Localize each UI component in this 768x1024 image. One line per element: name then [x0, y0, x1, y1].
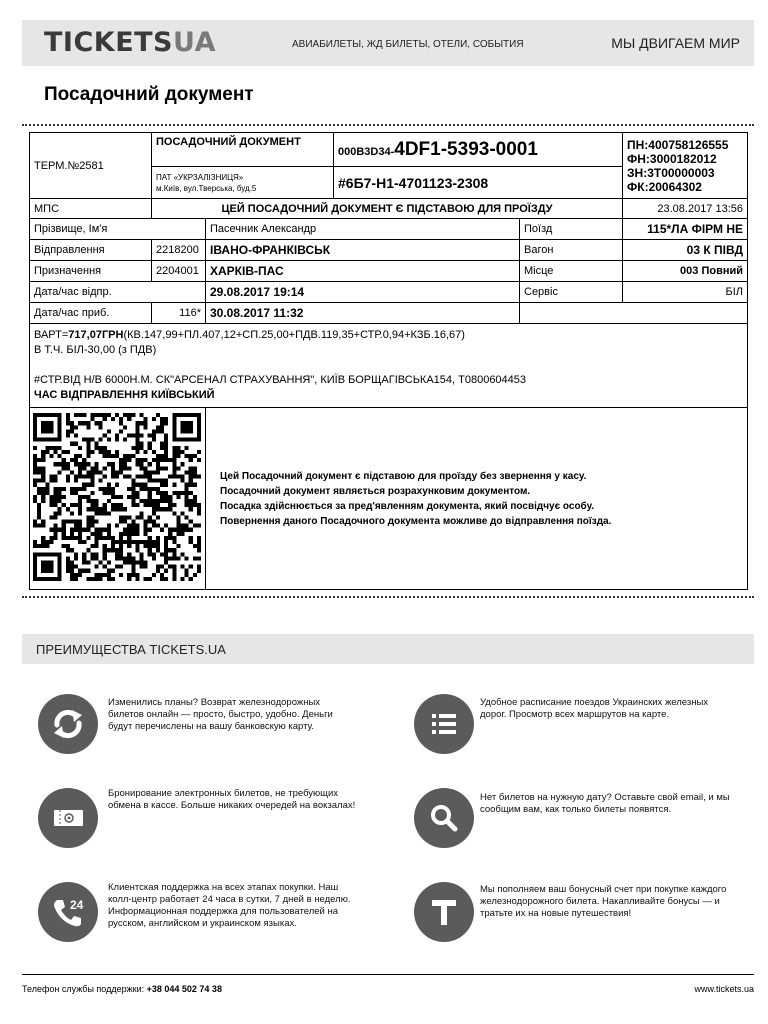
fare-total: 717,07ГРН	[68, 329, 124, 341]
support-label: Телефон службы поддержки:	[22, 984, 147, 994]
arrival-time: 30.08.2017 11:32	[206, 303, 520, 324]
destination-station: ХАРКІВ-ПАС	[206, 261, 520, 282]
feature-text: Бронирование электронных билетов, не требующих обмена в кассе. Больше никаких очередей на вокзалах!	[108, 788, 356, 811]
site-link[interactable]: www.tickets.ua	[694, 984, 754, 994]
insurance-info: #СТР.ВІД Н/В 6000Н.М. СК"АРСЕНАЛ СТРАХУВАННЯ", КИЇВ БОРЩАГІВСЬКА154, Т0800604453	[34, 374, 527, 386]
logo-suffix: UA	[173, 27, 217, 58]
fare-prefix: ВАРТ=	[34, 329, 69, 341]
arrival-time-label: Дата/час приб.	[30, 303, 152, 324]
doc-type: ПОСАДОЧНИЙ ДОКУМЕНТ	[152, 133, 334, 167]
feature-text: Мы пополняем ваш бонусный счет при покупке каждого железнодорожного билета. Накапливайте бонусы — и тратьте их на новые путешествия!	[480, 884, 727, 919]
phone-24-icon	[38, 882, 98, 942]
notice-line: Посадка здійснюється за пред'явленням документа, який посвідчує особу.	[220, 500, 595, 512]
car-value: 03 К ПІВД	[623, 240, 748, 261]
code-main: 4DF1-5393-0001	[394, 138, 538, 160]
mps-label: МПС	[30, 199, 152, 219]
logo-main: TICKETS	[44, 27, 174, 58]
feature-text: Удобное расписание поездов Украинских железных дорог. Просмотр всех маршрутов на карте.	[480, 697, 709, 720]
cut-line-top	[22, 124, 754, 126]
boarding-document-table	[29, 132, 748, 590]
fare-line	[34, 328, 743, 343]
notice-line: Посадочний документ являється розрахунковим документом.	[220, 485, 531, 497]
feature-text: Клиентская поддержка на всех этапах покупки. Наш колл-центр работает 24 часа в сутки, 7 дней в неделю. Информационная поддержка для пользователей на русском, английском и украинском языках.	[108, 882, 351, 929]
destination-code: 2204001	[152, 261, 206, 282]
header-slogan: МЫ ДВИГАЕМ МИР	[611, 35, 740, 51]
seat-label: Місце	[520, 261, 623, 282]
company-name: ПАТ «УКРЗАЛІЗНИЦЯ»	[156, 172, 244, 182]
fare-breakdown: (КВ.147,99+ПЛ.407,12+СП.25,00+ПДВ.119,35+СТР.0,94+КЗБ.16,67)	[123, 329, 465, 341]
fiscal-numbers	[623, 133, 748, 199]
site-header	[22, 20, 754, 66]
zn-number: ЗН:3Т00000003	[627, 165, 715, 180]
header-tagline: АВИАБИЛЕТЫ, ЖД БИЛЕТЫ, ОТЕЛИ, СОБЫТИЯ	[292, 39, 524, 50]
notice-line: Повернення даного Посадочного документа можливе до відправлення поїзда.	[220, 515, 612, 527]
advantages-header	[22, 634, 754, 664]
tickets-ua-logo[interactable]	[44, 26, 216, 60]
qr-code	[33, 411, 201, 583]
fk-number: ФК:20064302	[627, 179, 702, 194]
passenger-name: Пасечник Александр	[206, 219, 520, 240]
seat-value: 003 Повний	[623, 261, 748, 282]
document-code	[334, 133, 623, 167]
issuer	[152, 167, 334, 199]
search-icon	[414, 788, 474, 848]
train-label: Поїзд	[520, 219, 623, 240]
svg-text:24: 24	[70, 898, 84, 912]
train-value: 115*ЛА ФІРМ НЕ	[623, 219, 748, 240]
notice-line: Цей Посадочний документ є підставою для проїзду без звернення у касу.	[220, 470, 587, 482]
terminal-number: ТЕРМ.№2581	[30, 133, 152, 199]
departure-label: Відправлення	[30, 240, 152, 261]
qr-code-cell	[30, 408, 206, 590]
empty-cell	[520, 303, 748, 324]
service-label: Сервіс	[520, 282, 623, 303]
issue-datetime: 23.08.2017 13:56	[623, 199, 748, 219]
time-note: ЧАС ВІДПРАВЛЕННЯ КИЇВСЬКИЙ	[34, 389, 215, 401]
departure-time: 29.08.2017 19:14	[206, 282, 520, 303]
company-address: м.Київ, вул.Тверська, буд.5	[156, 183, 257, 193]
car-label: Вагон	[520, 240, 623, 261]
arrival-mark: 116*	[152, 303, 206, 324]
support-phone-line	[22, 984, 222, 994]
code-prefix: 000B3D34-	[338, 145, 395, 158]
list-icon	[414, 694, 474, 754]
page-title: Посадочний документ	[44, 84, 254, 105]
departure-code: 2218200	[152, 240, 206, 261]
advantages-title: ПРЕИМУЩЕСТВА TICKETS.UA	[36, 642, 226, 657]
name-label: Прізвище, Ім'я	[30, 219, 206, 240]
barcode-id: #6Б7-Н1-4701123-2308	[334, 167, 623, 199]
travel-basis: ЦЕЙ ПОСАДОЧНИЙ ДОКУМЕНТ Є ПІДСТАВОЮ ДЛЯ ПРОЇЗДУ	[152, 199, 623, 219]
feature-text: Изменились планы? Возврат железнодорожных билетов онлайн — просто, быстро, удобно. Деньги будут перечислены на вашу банковскую карту.	[108, 697, 333, 732]
ticket-icon	[38, 788, 98, 848]
departure-time-label: Дата/час відпр.	[30, 282, 206, 303]
support-phone[interactable]: +38 044 502 74 38	[146, 984, 222, 994]
footer-divider	[22, 974, 754, 975]
feature-text: Нет билетов на нужную дату? Оставьте свой email, и мы сообщим вам, как только билеты появятся.	[480, 792, 730, 815]
refresh-icon	[38, 694, 98, 754]
departure-station: ІВАНО-ФРАНКІВСЬК	[206, 240, 520, 261]
service-value: БІЛ	[623, 282, 748, 303]
fn-number: ФН:3000182012	[627, 151, 717, 166]
fare-vat: В Т.Ч. БІЛ-30,00 (з ПДВ)	[34, 344, 157, 356]
pn-number: ПН:400758126555	[627, 137, 729, 152]
notice-text	[206, 408, 748, 590]
destination-label: Призначення	[30, 261, 152, 282]
cut-line-bottom	[22, 596, 754, 598]
bonus-t-icon	[414, 882, 474, 942]
fare-details	[30, 324, 748, 408]
